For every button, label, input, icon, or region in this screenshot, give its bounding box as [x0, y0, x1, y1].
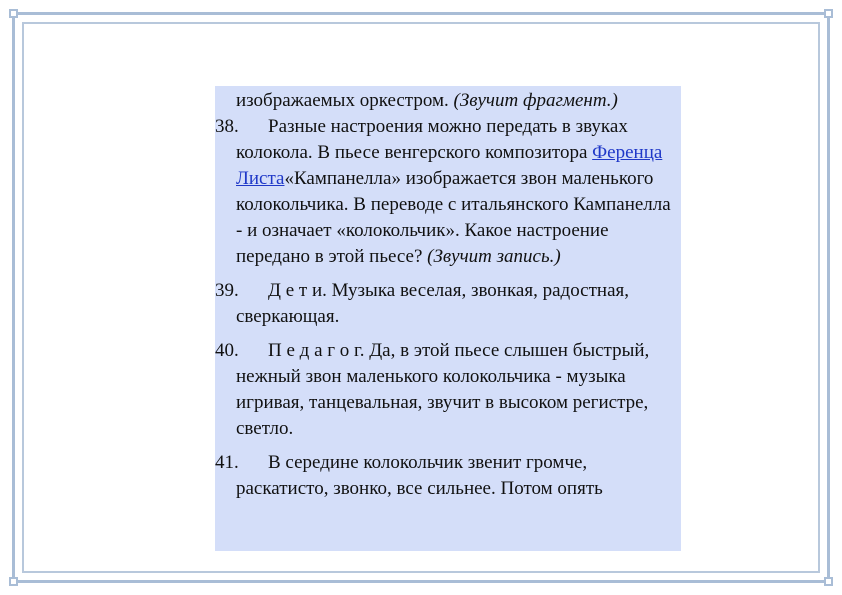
paragraph-number: 41. [215, 452, 239, 473]
frame-corner-bottom-right [824, 577, 833, 586]
paragraph-text: Разные настроения можно передать в звуках колокола. В пьесе венгерского композитора [236, 116, 628, 163]
paragraph-text: В середине колокольчик звенит громче, раскатисто, звонко, все сильнее. Потом опять [236, 452, 603, 499]
paragraph-38 [215, 114, 681, 270]
paragraph-40 [215, 338, 681, 442]
stage-direction: (Звучит фрагмент.) [453, 90, 618, 111]
speaker-label: П е д а г о г [268, 340, 360, 361]
composer-link[interactable]: Ференца Листа [236, 142, 663, 189]
frame-corner-top-left [9, 9, 18, 18]
paragraph-number: 39. [215, 280, 239, 301]
paragraph-41 [215, 450, 681, 502]
speaker-label: Д е т и [268, 280, 323, 301]
stage-direction: (Звучит запись.) [427, 246, 561, 267]
paragraph-text-continued: «Кампанелла» изображается звон маленького колокольчика. В переводе с итальянского Кампанелла - и означает «колокольчик». Какое настроение передано в этой пьесе? [236, 168, 671, 267]
text-panel [215, 86, 681, 551]
document-text [215, 86, 681, 502]
paragraph-text: изображаемых оркестром. [236, 90, 454, 111]
frame-corner-bottom-left [9, 577, 18, 586]
paragraph-text: . Да, в этой пьесе слышен быстрый, нежный звон маленького колокольчика - музыка игривая, танцевальная, звучит в высоком регистре, светло. [236, 340, 650, 439]
frame-corner-top-right [824, 9, 833, 18]
paragraph-number: 38. [215, 116, 239, 137]
paragraph-39 [215, 278, 681, 330]
paragraph-continuation [215, 86, 681, 114]
paragraph-number: 40. [215, 340, 239, 361]
paragraph-text: . Музыка веселая, звонкая, радостная, сверкающая. [236, 280, 629, 327]
